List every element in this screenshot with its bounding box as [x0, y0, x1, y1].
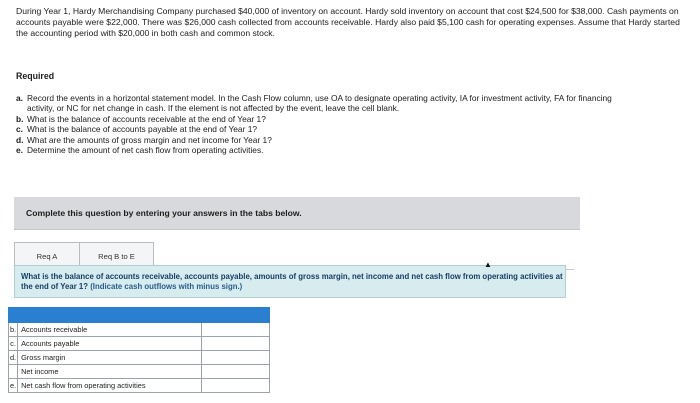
header-cell — [9, 308, 18, 323]
requirement-e — [16, 145, 636, 155]
mouse-cursor-icon: ▲ — [484, 260, 492, 269]
requirement-d — [16, 135, 636, 145]
tab-label: Req A — [36, 251, 58, 261]
question-box — [14, 265, 566, 298]
question-note: (Indicate cash outflows with minus sign.) — [90, 282, 243, 291]
header-cell — [18, 308, 202, 323]
required-heading: Required — [16, 71, 55, 81]
row-letter: c. — [9, 337, 18, 351]
requirement-letter: a. — [16, 93, 23, 103]
net-income-input[interactable] — [202, 365, 270, 379]
requirement-b — [16, 114, 636, 124]
question-text: What is the balance of accounts receivable, accounts payable, amounts of gross margin, net income and net cash flow from operating activities at the end of Year 1? — [21, 272, 563, 291]
net-cash-flow-input[interactable] — [202, 379, 270, 393]
row-letter: e. — [9, 379, 18, 393]
requirement-text: Record the events in a horizontal statement model. In the Cash Flow column, use OA to designate operating activity, IA for investment activity, FA for financing activity, or NC for net change in cash. If the element is not affected by the event, leave the cell blank. — [27, 93, 612, 114]
row-label: Accounts receivable — [18, 323, 202, 337]
requirement-text: What is the balance of accounts receivable at the end of Year 1? — [27, 113, 266, 124]
accounts-payable-input[interactable] — [202, 337, 270, 351]
table-row — [9, 351, 270, 365]
table-row — [9, 323, 270, 337]
table-row — [9, 365, 270, 379]
row-letter: b. — [9, 323, 18, 337]
requirement-c — [16, 124, 636, 134]
table-row — [9, 379, 270, 393]
requirement-text: What are the amounts of gross margin and net income for Year 1? — [27, 134, 272, 145]
answer-table — [8, 307, 270, 393]
accounts-receivable-input[interactable] — [202, 323, 270, 337]
gross-margin-input[interactable] — [202, 351, 270, 365]
requirement-text: Determine the amount of net cash flow from operating activities. — [27, 145, 264, 156]
requirement-letter: e. — [16, 145, 23, 156]
row-label: Gross margin — [18, 351, 202, 365]
row-letter: d. — [9, 351, 18, 365]
problem-text: During Year 1, Hardy Merchandising Company purchased $40,000 of inventory on account. Hardy sold inventory on account that cost $24,500 for $38,000. Cash payments on accounts payable were $22,000. There was $26,000 cash collected from accounts receivable. Hardy also paid $5,100 cash for operating expenses. Assume that Hardy started the accounting period with $20,000 in both cash and common stock. — [16, 6, 680, 38]
tab-label: Req B to E — [98, 251, 135, 261]
header-cell — [202, 308, 270, 323]
row-label: Net income — [18, 365, 202, 379]
row-label: Net cash flow from operating activities — [18, 379, 202, 393]
instruction-bar — [14, 197, 580, 230]
requirements-list — [16, 93, 636, 155]
answer-table-header — [9, 308, 270, 323]
instruction-text: Complete this question by entering your answers in the tabs below. — [26, 208, 302, 218]
requirement-a — [16, 93, 636, 114]
row-label: Accounts payable — [18, 337, 202, 351]
requirement-text: What is the balance of accounts payable at the end of Year 1? — [27, 124, 258, 135]
problem-statement — [16, 6, 686, 39]
requirement-letter: c. — [16, 124, 23, 135]
row-letter — [9, 365, 18, 379]
requirement-letter: b. — [16, 113, 24, 124]
requirement-letter: d. — [16, 134, 24, 145]
table-row — [9, 337, 270, 351]
